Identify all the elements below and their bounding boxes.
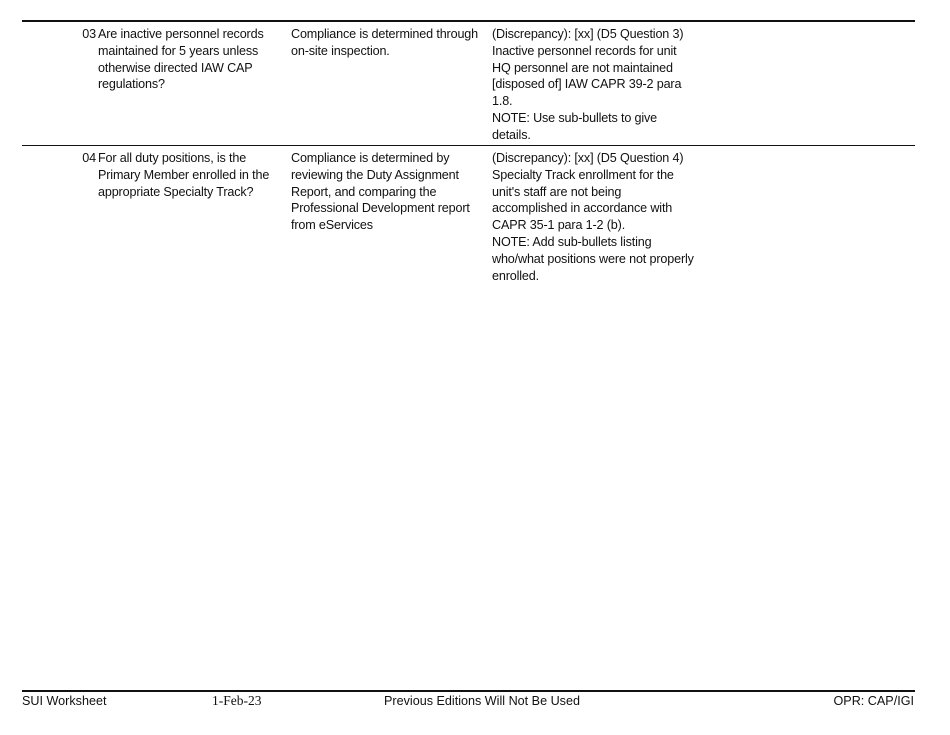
footer-opr: OPR: CAP/IGI — [833, 694, 914, 708]
discrepancy-cell — [492, 26, 697, 144]
footer-date: 1-Feb-23 — [212, 693, 262, 708]
footer-notice: Previous Editions Will Not Be Used — [384, 694, 580, 708]
note-text: NOTE: Add sub-bullets listing who/what positions were not properly enrolled. — [492, 234, 694, 283]
compliance-text: Compliance is determined through on-site inspection. — [291, 27, 479, 58]
footer-rule — [22, 690, 915, 692]
row-divider — [22, 145, 915, 146]
discrepancy-text: (Discrepancy): [xx] (D5 Question 3) Inactive personnel records for unit HQ personnel are not maintained [disposed of] IAW CAPR 39-2 para 1.8. — [492, 27, 684, 109]
footer-form-name: SUI Worksheet — [22, 694, 107, 708]
table-top-rule — [22, 20, 915, 22]
note-text: NOTE: Use sub-bullets to give details. — [492, 110, 658, 142]
question-number: 04 — [82, 151, 96, 165]
compliance-text: Compliance is determined by reviewing the Duty Assignment Report, and comparing the Professional Development report from eServices — [291, 151, 470, 233]
question-text: Are inactive personnel records maintained for 5 years unless otherwise directed IAW CAP regulations? — [98, 27, 264, 92]
discrepancy-cell — [492, 150, 697, 284]
question-text: For all duty positions, is the Primary Member enrolled in the appropriate Specialty Track? — [98, 151, 270, 199]
question-number: 03 — [82, 27, 96, 41]
discrepancy-text: (Discrepancy): [xx] (D5 Question 4) Specialty Track enrollment for the unit's staff are not being accomplished in accordance with CAPR 35-1 para 1-2 (b). — [492, 151, 684, 233]
